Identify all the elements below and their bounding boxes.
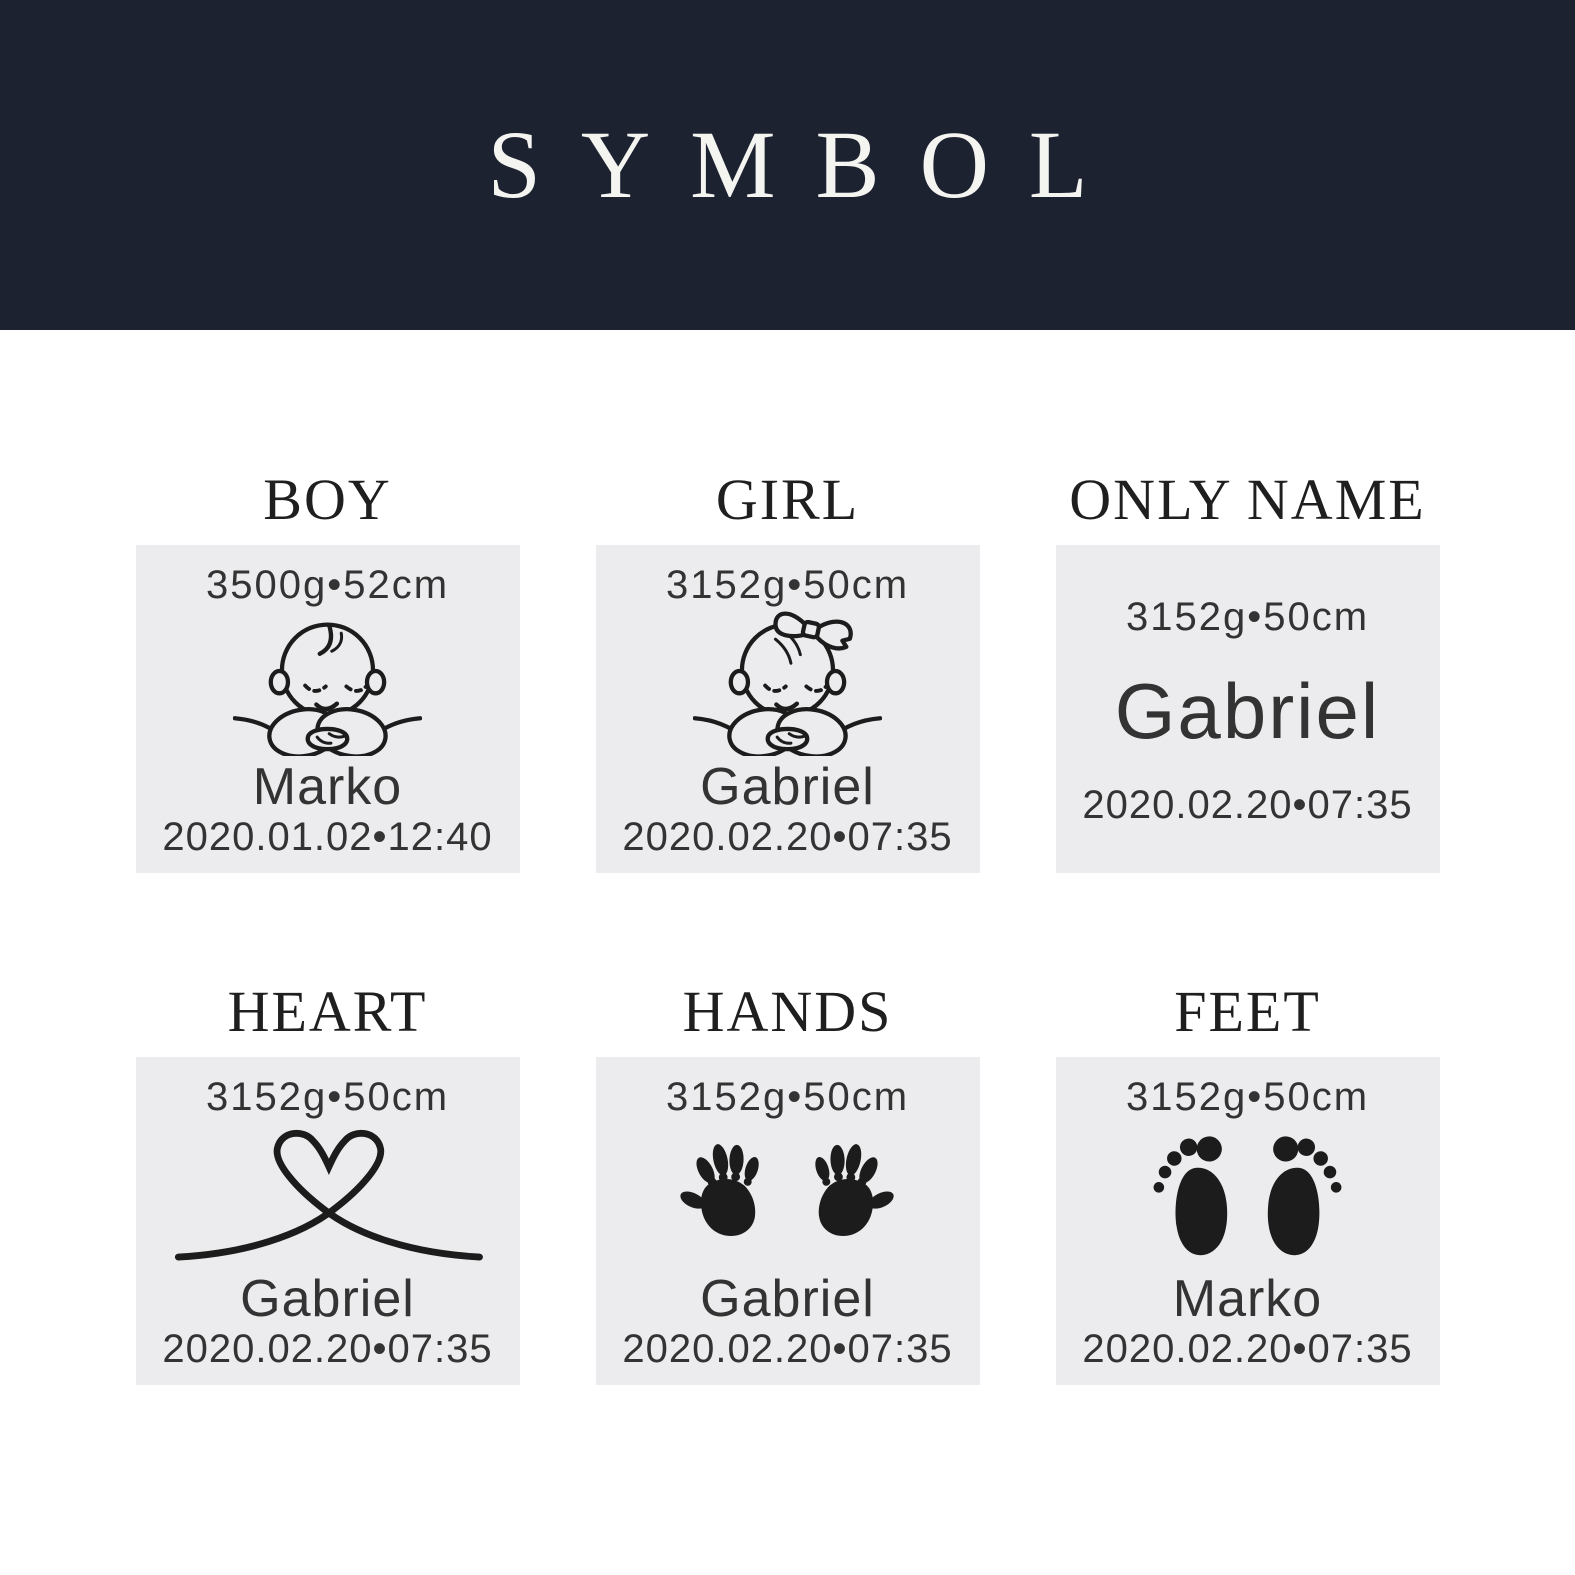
option-title-girl: GIRL — [715, 467, 860, 532]
option-title-hands: HANDS — [682, 979, 893, 1044]
baby-name-text: Gabriel — [1114, 667, 1381, 755]
symbol-card-hands[interactable] — [596, 1057, 980, 1385]
symbol-options-grid — [0, 330, 1575, 1385]
symbol-art — [1056, 1119, 1440, 1271]
weight-length-text: 3152g•50cm — [1125, 1075, 1370, 1119]
symbol-card-heart[interactable] — [136, 1057, 520, 1385]
symbol-option-only-name — [1056, 469, 1440, 873]
baby-name-text: Gabriel — [700, 1270, 875, 1328]
symbol-card-only-name[interactable] — [1056, 545, 1440, 873]
symbol-option-heart — [136, 981, 520, 1385]
weight-length-text: 3152g•50cm — [665, 563, 910, 607]
page-title: SYMBOL — [487, 111, 1128, 218]
baby-boy-icon — [233, 610, 422, 756]
birth-datetime-text: 2020.02.20•07:35 — [622, 1327, 953, 1371]
baby-name-text: Marko — [1172, 1270, 1323, 1328]
option-title-only-name: ONLY NAME — [1069, 467, 1426, 532]
weight-length-text: 3152g•50cm — [1125, 595, 1370, 639]
symbol-option-feet — [1056, 981, 1440, 1385]
baby-name-text: Gabriel — [240, 1270, 415, 1328]
symbol-art — [136, 607, 520, 759]
symbol-option-girl — [596, 469, 980, 873]
baby-footprints-icon — [1146, 1123, 1349, 1268]
birth-datetime-text: 2020.01.02•12:40 — [162, 815, 493, 859]
symbol-option-hands — [596, 981, 980, 1385]
baby-name-text: Gabriel — [700, 758, 875, 816]
baby-girl-icon — [693, 610, 882, 756]
symbol-art — [596, 1119, 980, 1271]
option-title-boy: BOY — [263, 467, 392, 532]
option-title-heart: HEART — [227, 979, 428, 1044]
birth-datetime-text: 2020.02.20•07:35 — [1082, 783, 1413, 827]
header-banner — [0, 0, 1575, 330]
weight-length-text: 3152g•50cm — [665, 1075, 910, 1119]
symbol-option-boy — [136, 469, 520, 873]
birth-datetime-text: 2020.02.20•07:35 — [622, 815, 953, 859]
weight-length-text: 3152g•50cm — [205, 1075, 450, 1119]
symbol-card-feet[interactable] — [1056, 1057, 1440, 1385]
symbol-art — [136, 1119, 520, 1271]
heart-line-icon — [168, 1122, 488, 1268]
symbol-art — [596, 607, 980, 759]
weight-length-text: 3500g•52cm — [205, 563, 450, 607]
birth-datetime-text: 2020.02.20•07:35 — [162, 1327, 493, 1371]
symbol-card-boy[interactable] — [136, 545, 520, 873]
option-title-feet: FEET — [1174, 979, 1321, 1044]
symbol-card-girl[interactable] — [596, 545, 980, 873]
baby-handprints-icon — [672, 1122, 902, 1268]
baby-name-text: Marko — [252, 758, 403, 816]
birth-datetime-text: 2020.02.20•07:35 — [1082, 1327, 1413, 1371]
